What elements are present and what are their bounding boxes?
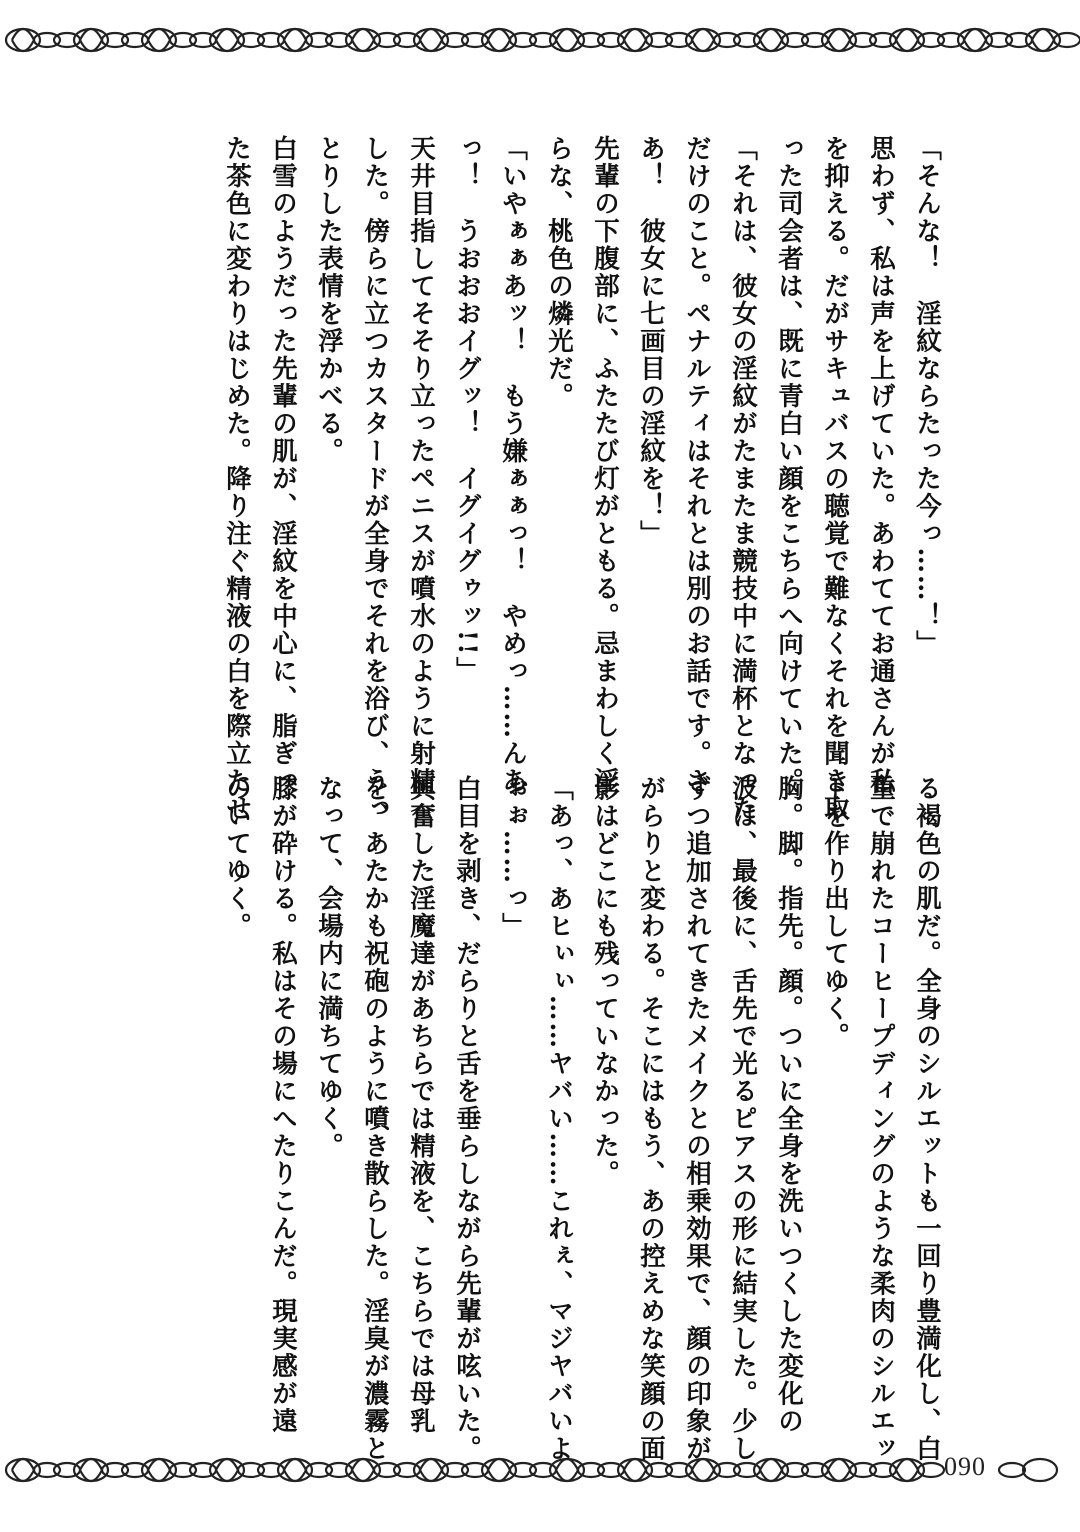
chain-ornament xyxy=(692,29,714,51)
chain-link xyxy=(1054,33,1080,47)
chain-ornament xyxy=(216,29,238,51)
upper-text-block xyxy=(214,135,950,823)
bottom-chain-border xyxy=(0,1450,1080,1490)
text-line: 重で崩れたコーヒープディングのような柔肉のシルエッ xyxy=(866,775,896,1463)
text-line: 影はどこにも残っていなかった。 xyxy=(590,775,620,1188)
chain-ornament xyxy=(352,29,374,51)
top-chain-border xyxy=(0,20,1080,60)
text-line: 思わず、私は声を上げていた。あわててお通さんが私 xyxy=(866,135,896,795)
chain-ornament xyxy=(760,29,782,51)
chain-link xyxy=(999,1463,1025,1477)
chain-ornament xyxy=(964,29,986,51)
chain-ornament xyxy=(12,1459,34,1481)
text-line: 「あっ、あヒぃぃ……ヤバい……これぇ、マジヤバいよ xyxy=(544,775,574,1463)
chain-ornament xyxy=(828,1459,850,1481)
text-line: した。傍らに立つカスタードが全身でそれを浴び、うっ xyxy=(360,135,390,823)
chain-ornament xyxy=(12,29,34,51)
text-line: のいてゆく。 xyxy=(222,775,252,940)
text-line: らな、桃色の燐光だ。 xyxy=(544,135,574,410)
text-line: ずつ追加されてきたメイクとの相乗効果で、顔の印象が xyxy=(682,775,712,1463)
text-line: 白雪のようだった先輩の肌が、淫紋を中心に、脂ぎっ xyxy=(268,135,298,795)
text-line: がらりと変わる。そこにはもう、あの控えめな笑顔の面 xyxy=(636,775,666,1463)
text-line: だけのこと。ペナルティはそれとは別のお話です。さ xyxy=(682,135,712,795)
chain-ornament xyxy=(896,1459,918,1481)
chain-ornament xyxy=(148,1459,170,1481)
chain-ornament xyxy=(284,29,306,51)
text-line: っ！ うおおおイグッ！ イグイグゥッ!!」 xyxy=(452,135,482,684)
chain-ornament xyxy=(556,29,578,51)
text-line: 「そんな！ 淫紋ならたった今っ……！」 xyxy=(912,135,942,658)
text-line: 膝が砕ける。私はその場にへたりこんだ。現実感が遠 xyxy=(268,775,298,1435)
chain-ornament xyxy=(624,29,646,51)
chain-link xyxy=(918,1463,944,1477)
chain-ornament xyxy=(692,1459,714,1481)
text-line: った司会者は、既に青白い顔をこちらへ向けていた。 xyxy=(774,135,804,795)
text-line: なって、会場内に満ちてゆく。 xyxy=(314,775,344,1160)
text-line: トを作り出してゆく。 xyxy=(820,775,850,1050)
chain-ornament xyxy=(1032,29,1054,51)
chain-ornament xyxy=(828,29,850,51)
page-number: 090 xyxy=(944,1452,986,1481)
chain-ornament xyxy=(148,29,170,51)
chain-ornament xyxy=(216,1459,238,1481)
text-line: 天井目指してそそり立ったペニスが噴水のように射精 xyxy=(406,135,436,795)
text-line: あ！ 彼女に七画目の淫紋を！」 xyxy=(636,135,666,548)
text-line: た茶色に変わりはじめた。降り注ぐ精液の白を際立たせ xyxy=(222,135,252,823)
chain-ornament xyxy=(896,29,918,51)
chain-ornament xyxy=(284,1459,306,1481)
chain-ornament xyxy=(352,1459,374,1481)
chain-ornament xyxy=(760,1459,782,1481)
text-line: を抑える。だがサキュバスの聴覚で難なくそれを聞き取 xyxy=(820,135,850,823)
text-line: 白目を剥き、だらりと舌を垂らしながら先輩が呟いた。 xyxy=(452,775,482,1463)
chain-ornament xyxy=(420,29,442,51)
lower-text-block xyxy=(214,775,950,1463)
text-line: 波は、最後に、舌先で光るピアスの形に結実した。少し xyxy=(728,775,758,1463)
text-line: とりした表情を浮かべる。 xyxy=(314,135,344,465)
chain-ornament xyxy=(556,1459,578,1481)
text-line: 先輩の下腹部に、ふたたび灯がともる。忌まわしく淫 xyxy=(590,135,620,795)
chain-link xyxy=(1023,1459,1057,1481)
text-line: を、あたかも祝砲のように噴き散らした。淫臭が濃霧と xyxy=(360,775,390,1463)
chain-ornament xyxy=(488,29,510,51)
chain-ornament xyxy=(80,1459,102,1481)
chain-ornament xyxy=(624,1459,646,1481)
text-line: 「いやぁぁあッ！ もう嫌ぁぁっ！ やめっ……んあ xyxy=(498,135,528,795)
text-line: 興奮した淫魔達があちらでは精液を、こちらでは母乳 xyxy=(406,775,436,1435)
text-line: る褐色の肌だ。全身のシルエットも一回り豊満化し、白 xyxy=(912,775,942,1463)
text-line: 胸。脚。指先。顔。ついに全身を洗いつくした変化の xyxy=(774,775,804,1435)
text-line: 「それは、彼女の淫紋がたまたま競技中に満杯となった xyxy=(728,135,758,823)
chain-ornament xyxy=(488,1459,510,1481)
chain-ornament xyxy=(420,1459,442,1481)
chain-ornament xyxy=(80,29,102,51)
text-line: ぉぉ……っ」 xyxy=(498,775,528,940)
